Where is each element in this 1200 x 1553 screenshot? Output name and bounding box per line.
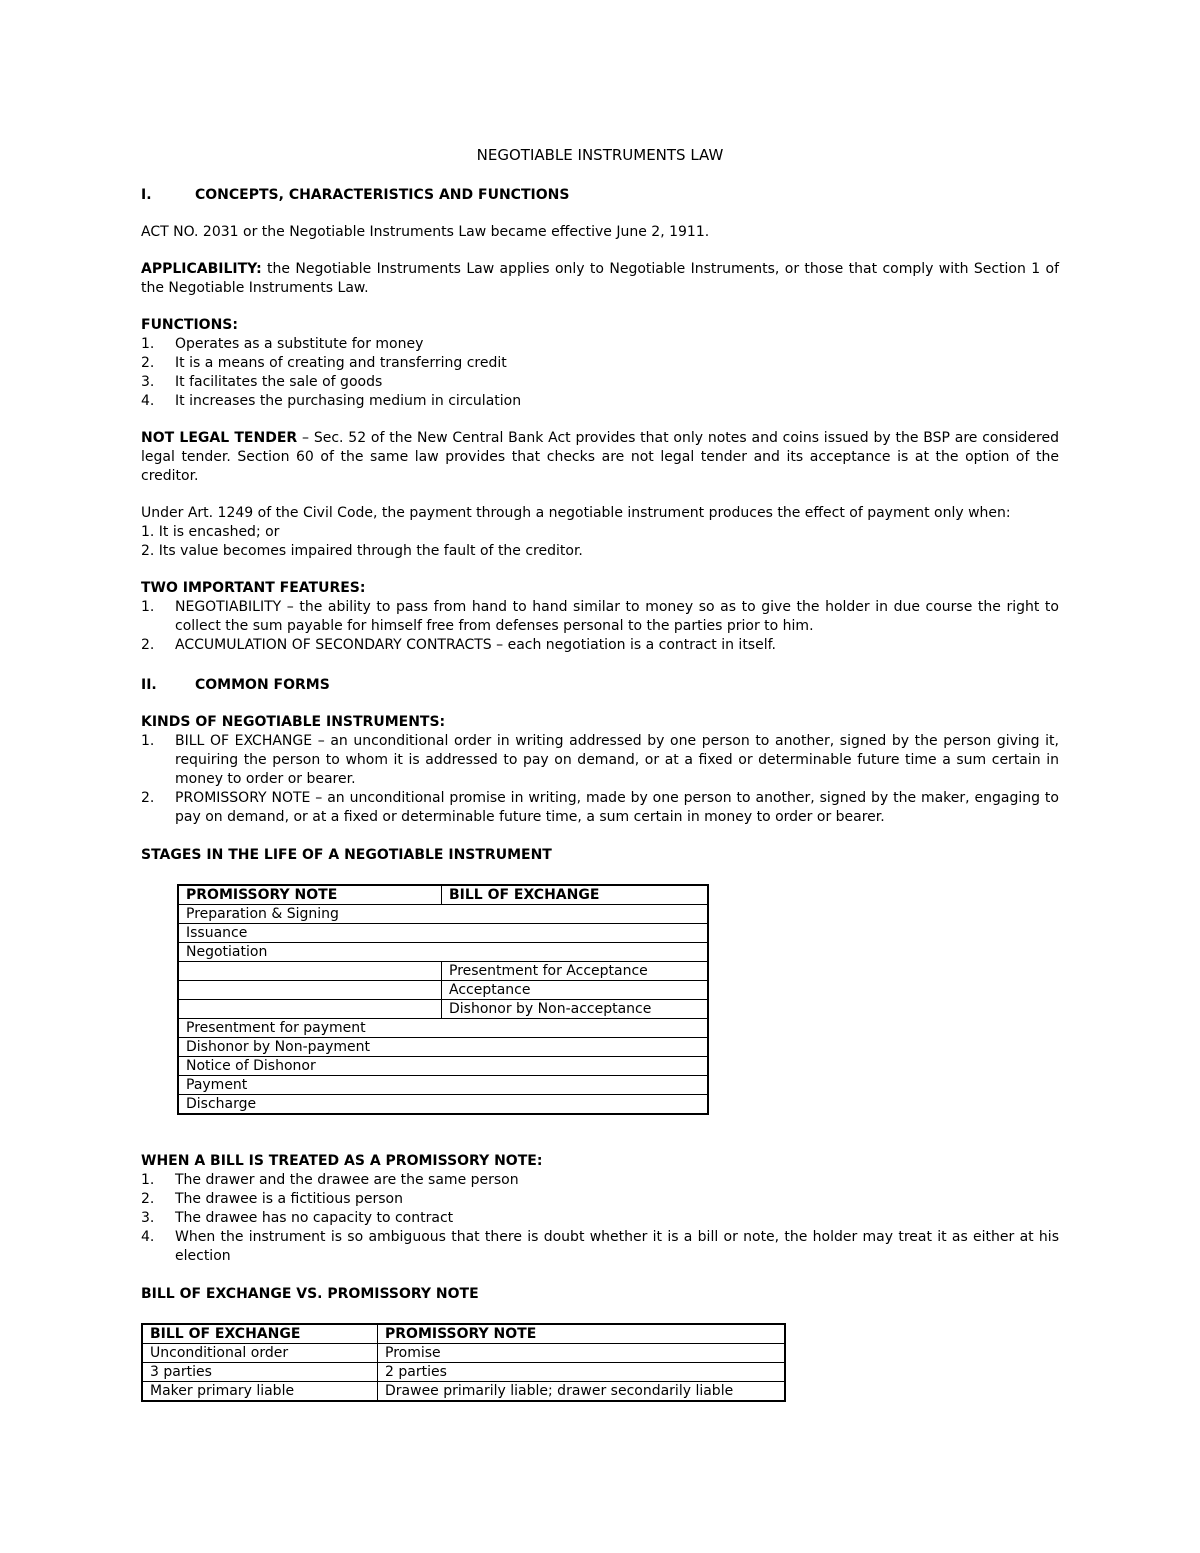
document-page [141,138,1059,1402]
list-text: It facilitates the sale of goods [175,374,383,390]
table-header-row [142,1324,785,1344]
section-number: I. [141,187,152,203]
applicability-paragraph [141,260,1059,298]
table-row [178,981,708,1000]
table-cell: Issuance [178,924,708,943]
table-cell: Presentment for Acceptance [442,962,709,981]
table-row [142,1382,785,1402]
table-row [178,1038,708,1057]
table-row [178,905,708,924]
document-title: NEGOTIABLE INSTRUMENTS LAW [476,146,724,164]
table-row [178,1057,708,1076]
list-text: When the instrument is so ambiguous that there is doubt whether it is a bill or note, the holder may treat it as either at his election [175,1229,1059,1264]
civil-code-line-2: 2. Its value becomes impaired through the fault of the creditor. [141,543,583,559]
table-row [142,1363,785,1382]
table-header-row [178,885,708,905]
applicability-text: the Negotiable Instruments Law applies only to Negotiable Instruments, or those that comply with Section 1 of the Negotiable Instruments Law. [141,261,1059,296]
list-number: 1. [141,1172,155,1188]
table-header-cell: PROMISSORY NOTE [378,1324,786,1344]
legal-tender-paragraph [141,429,1059,486]
table-row [142,1344,785,1363]
versus-heading: BILL OF EXCHANGE VS. PROMISSORY NOTE [141,1286,479,1302]
section-title: CONCEPTS, CHARACTERISTICS AND FUNCTIONS [195,187,570,203]
list-text: ACCUMULATION OF SECONDARY CONTRACTS – each negotiation is a contract in itself. [175,637,776,653]
list-item [141,598,1059,636]
list-item [141,392,1059,411]
table-cell-empty [178,1000,442,1019]
list-text: It is a means of creating and transferring credit [175,355,507,371]
table-cell: Unconditional order [142,1344,378,1363]
list-number: 3. [141,374,155,390]
table-row [178,1019,708,1038]
list-number: 4. [141,1229,155,1245]
applicability-label: APPLICABILITY: [141,261,262,277]
list-number: 2. [141,790,155,806]
features-heading: TWO IMPORTANT FEATURES: [141,580,366,596]
list-number: 1. [141,599,155,615]
functions-heading: FUNCTIONS: [141,317,238,333]
list-item [141,1190,1059,1209]
features-list [141,598,1059,655]
treated-list [141,1171,1059,1266]
list-text: The drawee is a fictitious person [175,1191,403,1207]
list-text: The drawer and the drawee are the same person [175,1172,519,1188]
civil-code-paragraph: Under Art. 1249 of the Civil Code, the payment through a negotiable instrument produces the effect of payment only when: [141,505,1011,521]
list-number: 3. [141,1210,155,1226]
table-cell: 2 parties [378,1363,786,1382]
table-cell-empty [178,962,442,981]
list-text: It increases the purchasing medium in circulation [175,393,522,409]
functions-list [141,335,1059,411]
table-cell: Acceptance [442,981,709,1000]
table-cell: Maker primary liable [142,1382,378,1402]
table-row [178,943,708,962]
list-item [141,1171,1059,1190]
list-item [141,373,1059,392]
table-cell: Notice of Dishonor [178,1057,708,1076]
list-item [141,636,1059,655]
list-item [141,732,1059,789]
list-item [141,335,1059,354]
list-number: 2. [141,1191,155,1207]
list-text: NEGOTIABILITY – the ability to pass from hand to hand similar to money so as to give the holder in due course the right to collect the sum payable for himself free from defenses personal to the parties prior to him. [175,599,1059,634]
table-row [178,1095,708,1115]
list-number: 2. [141,637,155,653]
list-text: The drawee has no capacity to contract [175,1210,454,1226]
list-item [141,1209,1059,1228]
list-item [141,354,1059,373]
list-number: 1. [141,336,155,352]
kinds-list [141,732,1059,827]
table-header-cell: PROMISSORY NOTE [178,885,442,905]
list-text: BILL OF EXCHANGE – an unconditional order in writing addressed by one person to another, signed by the person giving it, requiring the person to whom it is addressed to pay on demand, or at a fixed or determinable future time a sum certain in money to order or bearer. [175,733,1059,787]
legal-tender-text: – Sec. 52 of the New Central Bank Act provides that only notes and coins issued by the BSP are considered legal tender. Section 60 of the same law provides that checks are not legal tender and its acceptance is at the option of the creditor. [141,430,1059,484]
table-row [178,962,708,981]
table-cell: Negotiation [178,943,708,962]
table-cell: Presentment for payment [178,1019,708,1038]
list-number: 1. [141,733,155,749]
stages-table [177,884,709,1115]
treated-heading: WHEN A BILL IS TREATED AS A PROMISSORY NOTE: [141,1153,543,1169]
section-heading-2 [141,676,1059,695]
legal-tender-label: NOT LEGAL TENDER [141,430,298,446]
list-item [141,789,1059,827]
list-number: 2. [141,355,155,371]
act-paragraph: ACT NO. 2031 or the Negotiable Instruments Law became effective June 2, 1911. [141,224,710,240]
section-title: COMMON FORMS [195,677,330,693]
table-cell: Promise [378,1344,786,1363]
table-cell: 3 parties [142,1363,378,1382]
table-cell: Payment [178,1076,708,1095]
list-number: 4. [141,393,155,409]
list-item [141,1228,1059,1266]
table-row [178,924,708,943]
table-cell-empty [178,981,442,1000]
table-cell: Drawee primarily liable; drawer secondarily liable [378,1382,786,1402]
stages-heading: STAGES IN THE LIFE OF A NEGOTIABLE INSTRUMENT [141,847,552,863]
table-row [178,1000,708,1019]
section-heading-1 [141,186,1059,205]
versus-table [141,1323,786,1402]
table-row [178,1076,708,1095]
civil-code-line-1: 1. It is encashed; or [141,524,280,540]
table-header-cell: BILL OF EXCHANGE [142,1324,378,1344]
table-cell: Dishonor by Non-acceptance [442,1000,709,1019]
table-cell: Dishonor by Non-payment [178,1038,708,1057]
table-cell: Discharge [178,1095,708,1115]
table-cell: Preparation & Signing [178,905,708,924]
list-text: PROMISSORY NOTE – an unconditional promise in writing, made by one person to another, signed by the maker, engaging to pay on demand, or at a fixed or determinable future time, a sum certain in money to order or bearer. [175,790,1059,825]
section-number: II. [141,677,157,693]
table-header-cell: BILL OF EXCHANGE [442,885,709,905]
kinds-heading: KINDS OF NEGOTIABLE INSTRUMENTS: [141,714,446,730]
list-text: Operates as a substitute for money [175,336,424,352]
